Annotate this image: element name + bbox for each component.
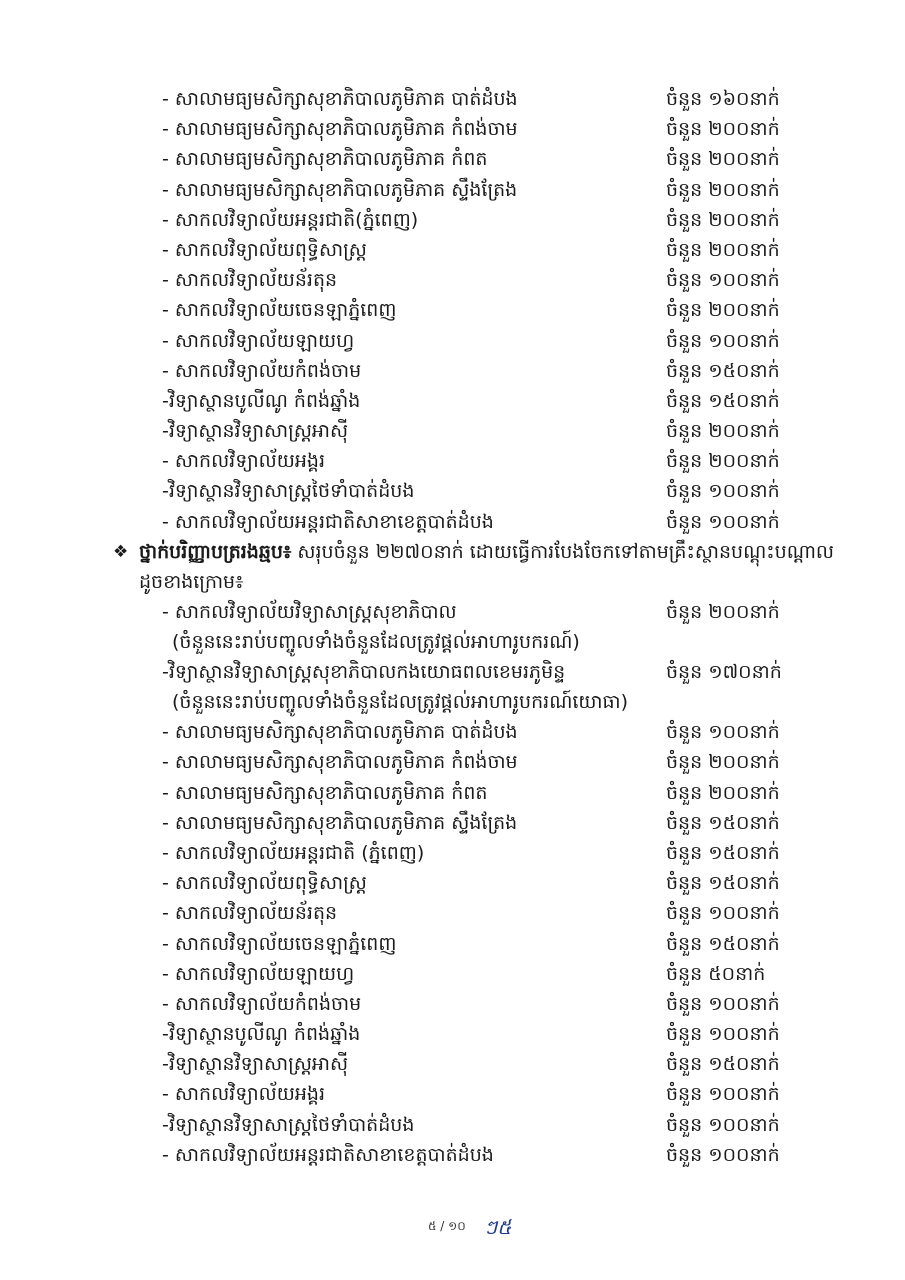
quota-count: ចំនួន ១០០នាក់: [666, 1023, 780, 1046]
quota-count: ចំនួន ១០០នាក់: [666, 269, 780, 292]
quota-count: ចំនួន ១០០នាក់: [666, 721, 780, 744]
list-b-top: [0, 597, 905, 717]
list-item: [0, 507, 905, 537]
institution-name: -វិទ្យាស្ថានបូលីណូ កំពង់ឆ្នាំង: [162, 1023, 361, 1046]
page-footer: [0, 1210, 905, 1240]
quota-count: ចំនួន ៥០នាក់: [666, 962, 766, 985]
list-item: [0, 808, 905, 838]
list-item: [0, 778, 905, 808]
list-item: [0, 838, 905, 868]
document-body: [0, 84, 905, 1170]
list-item: [0, 657, 905, 687]
list-item: [0, 717, 905, 747]
quota-count: ចំនួន ២០០នាក់: [666, 420, 780, 443]
quota-count: ចំនួន ២០០នាក់: [666, 781, 780, 804]
list-item: [0, 356, 905, 386]
handwritten-mark: ៗ៥: [484, 1215, 512, 1239]
quota-count: ចំនួន ១៥០នាក់: [666, 841, 780, 864]
page-number: ៥ / ១០: [428, 1219, 466, 1233]
institution-name: -វិទ្យាស្ថានវិទ្យាសាស្ត្រអាស៊ី: [162, 420, 349, 443]
quota-count: ចំនួន ២០០នាក់: [666, 178, 780, 201]
list-item: [0, 326, 905, 356]
quota-count: ចំនួន ១០០នាក់: [666, 902, 780, 925]
list-item: [0, 747, 905, 777]
quota-count: ចំនួន ១៥០នាក់: [666, 872, 780, 895]
quota-count: ចំនួន ២០០នាក់: [666, 148, 780, 171]
institution-name: -វិទ្យាស្ថានវិទ្យាសាស្ត្រថៃទាំបាត់ដំបង: [162, 1113, 415, 1136]
list-b: [0, 717, 905, 1170]
list-item-note: (ចំនួននេះរាប់បញ្ចូលទាំងចំនួនដែលត្រូវផ្តល់អាហារូបករណ៍): [172, 631, 580, 653]
institution-name: - សាកលវិទ្យាល័យកំពង់ចាម: [162, 992, 362, 1015]
list-item: [0, 416, 905, 446]
institution-name: - សាកលវិទ្យាល័យន័រតុន: [162, 269, 338, 292]
institution-name: - សាកលវិទ្យាល័យឡាយហ្វ: [162, 962, 355, 985]
quota-count: ចំនួន ១០០នាក់: [666, 329, 780, 352]
quota-count: ចំនួន ២០០នាក់: [666, 751, 780, 774]
quota-count: ចំនួន ១៦០នាក់: [666, 88, 780, 110]
list-item: [0, 205, 905, 235]
institution-name: - សាកលវិទ្យាល័យអង្គរ: [162, 450, 326, 473]
institution-name: - សាកលវិទ្យាល័យអន្តរជាតិសាខាខេត្តបាត់ដំបង: [162, 510, 494, 533]
section-heading-line1: [139, 537, 849, 567]
institution-name: -វិទ្យាស្ថានវិទ្យាសាស្ត្រថៃទាំបាត់ដំបង: [162, 480, 415, 503]
institution-name: - សាកលវិទ្យាល័យកំពង់ចាម: [162, 359, 362, 382]
list-item: [0, 868, 905, 898]
quota-count: ចំនួន ២០០នាក់: [666, 450, 780, 473]
diamond-bullet-icon: ❖: [113, 541, 129, 562]
institution-name: -វិទ្យាស្ថានវិទ្យាសាស្ត្រសុខាភិបាលកងយោធពលខេមរភូមិន្ទ: [162, 661, 566, 683]
institution-name: - សាលាមធ្យមសិក្សាសុខាភិបាលភូមិភាគ កំពត: [162, 148, 488, 171]
institution-name: -វិទ្យាស្ថានបូលីណូ កំពង់ឆ្នាំង: [162, 389, 361, 412]
institution-name: - សាលាមធ្យមសិក្សាសុខាភិបាលភូមិភាគ បាត់ដំបង: [162, 88, 518, 110]
institution-name: - សាលាមធ្យមសិក្សាសុខាភិបាលភូមិភាគ ស្ទឹងត្រែង: [162, 178, 518, 201]
institution-name: - សាកលវិទ្យាល័យពុទ្ធិសាស្ត្រ: [162, 872, 367, 895]
quota-count: ចំនួន ១៥០នាក់: [666, 811, 780, 834]
quota-count: ចំនួន ២០០នាក់: [666, 600, 780, 623]
list-item: [0, 1110, 905, 1140]
institution-name: - សាលាមធ្យមសិក្សាសុខាភិបាលភូមិភាគ កំពង់ចាម: [162, 751, 518, 774]
institution-name: - សាលាមធ្យមសិក្សាសុខាភិបាលភូមិភាគ កំពង់ចាម: [162, 118, 518, 141]
institution-name: - សាកលវិទ្យាល័យអន្តរជាតិ(ភ្នំពេញ): [162, 208, 419, 231]
list-item: [0, 386, 905, 416]
list-item: [0, 597, 905, 627]
institution-name: - សាកលវិទ្យាល័យពុទ្ធិសាស្ត្រ: [162, 238, 367, 261]
quota-count: ចំនួន ២០០នាក់: [666, 238, 780, 261]
list-item: [0, 144, 905, 174]
quota-count: ចំនួន ១០០នាក់: [666, 992, 780, 1015]
institution-name: -វិទ្យាស្ថានវិទ្យាសាស្ត្រអាស៊ី: [162, 1053, 349, 1076]
list-item: [0, 1019, 905, 1049]
list-item: [0, 265, 905, 295]
section-title: ថ្នាក់បរិញ្ញាបត្ររងឆ្មប៖: [139, 540, 292, 563]
list-item: [0, 1079, 905, 1109]
list-item: [0, 929, 905, 959]
list-item: [0, 989, 905, 1019]
list-item: [0, 1140, 905, 1170]
quota-count: ចំនួន ១៥០នាក់: [666, 389, 780, 412]
quota-count: ចំនួន ១០០នាក់: [666, 1143, 780, 1166]
institution-name: - សាលាមធ្យមសិក្សាសុខាភិបាលភូមិភាគ បាត់ដំបង: [162, 721, 518, 744]
institution-name: - សាកលវិទ្យាល័យចេនឡាភ្នំពេញ: [162, 299, 397, 322]
list-item-note: (ចំនួននេះរាប់បញ្ចូលទាំងចំនួនដែលត្រូវផ្តល់អាហារូបករណ៍យោធា): [172, 691, 629, 714]
list-item: [0, 959, 905, 989]
institution-name: - សាលាមធ្យមសិក្សាសុខាភិបាលភូមិភាគ កំពត: [162, 781, 488, 804]
list-item: [0, 84, 905, 114]
quota-count: ចំនួន ១០០នាក់: [666, 1113, 780, 1136]
quota-count: ចំនួន ១០០នាក់: [666, 1083, 780, 1106]
quota-count: ចំនួន ២០០នាក់: [666, 118, 780, 141]
list-item: [0, 114, 905, 144]
quota-count: ចំនួន ១៥០នាក់: [666, 932, 780, 955]
list-item: [0, 898, 905, 928]
institution-name: - សាកលវិទ្យាល័យអន្តរជាតិសាខាខេត្តបាត់ដំបង: [162, 1143, 494, 1166]
quota-count: ចំនួន ១៧០នាក់: [666, 661, 782, 683]
institution-name: - សាលាមធ្យមសិក្សាសុខាភិបាលភូមិភាគ ស្ទឹងត្រែង: [162, 811, 518, 834]
institution-name: - សាកលវិទ្យាល័យវិទ្យាសាស្ត្រសុខាភិបាល: [162, 600, 457, 623]
section-summary: សរុបចំនួន ២២៧០នាក់ ដោយធ្វើការបែងចែកទៅតាមគ្រឹះស្ថានបណ្តុះបណ្តាល: [291, 540, 835, 563]
institution-name: - សាកលវិទ្យាល័យឡាយហ្វ: [162, 329, 355, 352]
quota-count: ចំនួន ២០០នាក់: [666, 299, 780, 322]
institution-name: - សាកលវិទ្យាល័យន័រតុន: [162, 902, 338, 925]
institution-name: - សាកលវិទ្យាល័យអង្គរ: [162, 1083, 326, 1106]
quota-count: ចំនួន ១០០នាក់: [666, 480, 780, 503]
quota-count: ចំនួន ១០០នាក់: [666, 510, 780, 533]
list-item: [0, 175, 905, 205]
list-item: [0, 476, 905, 506]
institution-name: - សាកលវិទ្យាល័យចេនឡាភ្នំពេញ: [162, 932, 397, 955]
quota-count: ចំនួន ២០០នាក់: [666, 208, 780, 231]
section-heading-line2: ដូចខាងក្រោម៖: [139, 570, 244, 593]
quota-count: ចំនួន ១៥០នាក់: [666, 1053, 780, 1076]
list-item: [0, 446, 905, 476]
list-item: [0, 1049, 905, 1079]
list-item: [0, 235, 905, 265]
institution-name: - សាកលវិទ្យាល័យអន្តរជាតិ (ភ្នំពេញ): [162, 841, 425, 864]
list-a: [0, 84, 905, 537]
list-item: [0, 295, 905, 325]
section-heading: [0, 537, 905, 597]
quota-count: ចំនួន ១៥០នាក់: [666, 359, 780, 382]
